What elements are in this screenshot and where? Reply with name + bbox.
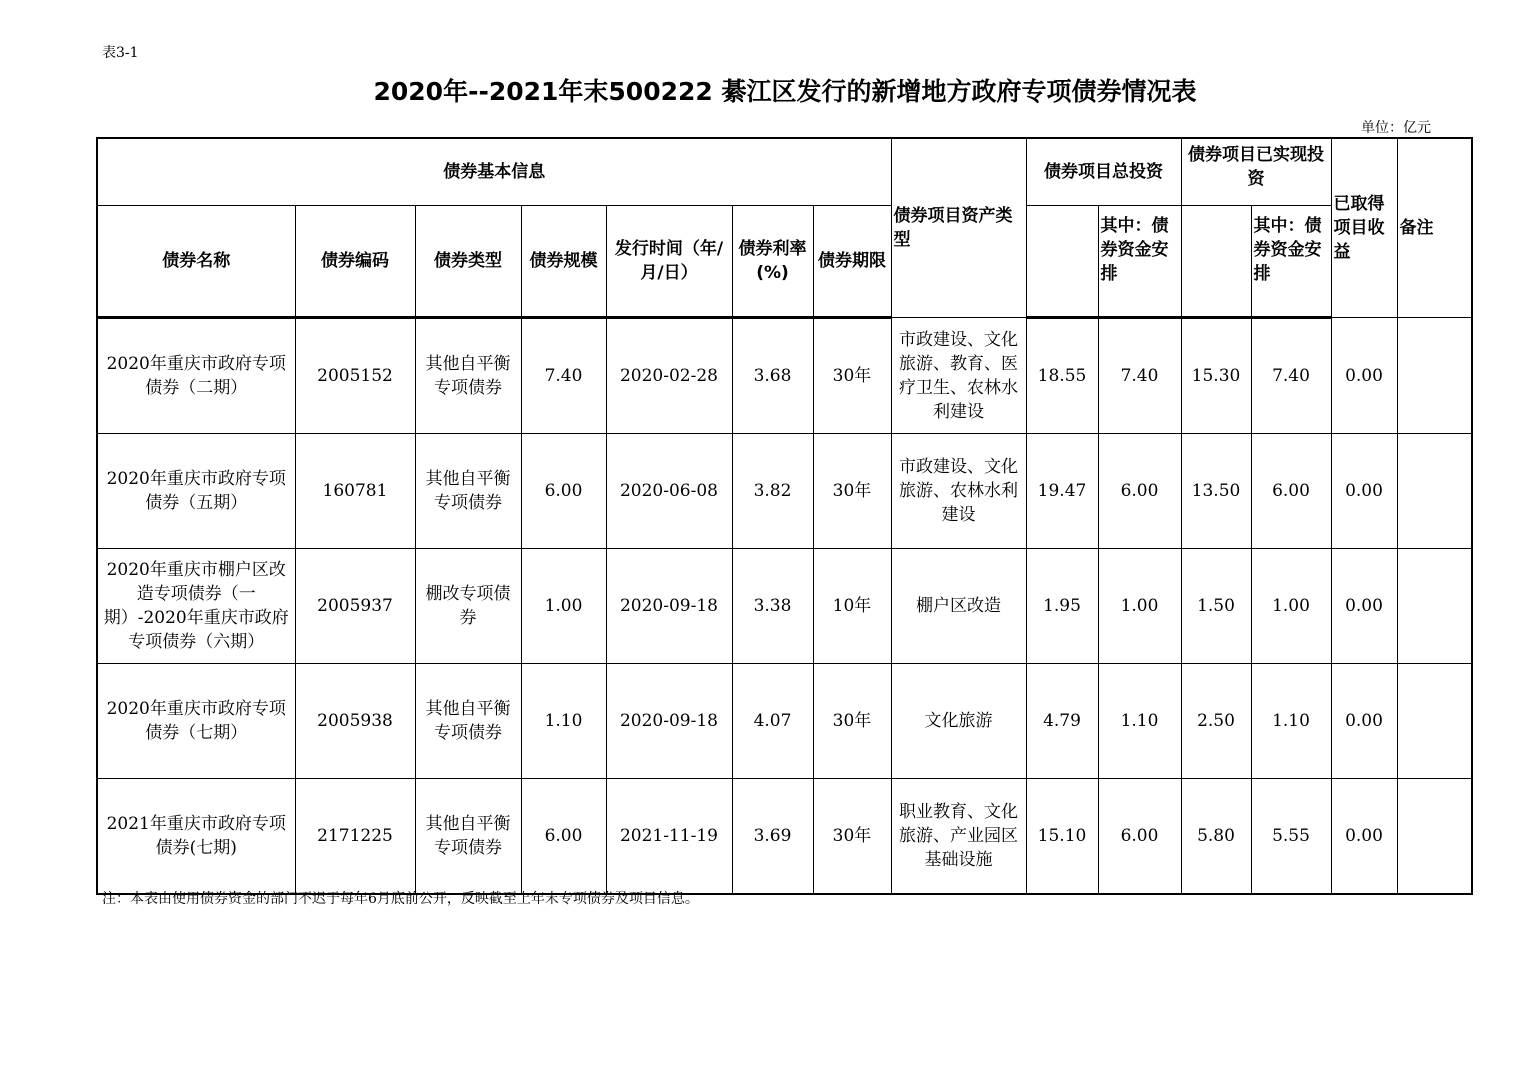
cell-total-bond: 6.00: [1098, 779, 1181, 895]
cell-total: 15.10: [1026, 779, 1098, 895]
header-code: 债券编码: [295, 206, 415, 318]
cell-realized: 13.50: [1181, 434, 1251, 549]
cell-code: 2171225: [295, 779, 415, 895]
header-scale: 债券规模: [521, 206, 606, 318]
header-name: 债券名称: [97, 206, 295, 318]
cell-scale: 7.40: [521, 318, 606, 434]
cell-type: 其他自平衡专项债券: [415, 664, 521, 779]
header-realized-investment: 债券项目已实现投资: [1181, 138, 1331, 206]
cell-rate: 3.68: [732, 318, 813, 434]
header-total-blank: [1026, 206, 1098, 318]
cell-scale: 6.00: [521, 434, 606, 549]
cell-date: 2021-11-19: [606, 779, 732, 895]
header-income: 已取得项目收益: [1331, 138, 1397, 318]
cell-total: 1.95: [1026, 549, 1098, 664]
header-rate: 债券利率(%): [732, 206, 813, 318]
cell-date: 2020-02-28: [606, 318, 732, 434]
cell-asset: 文化旅游: [891, 664, 1026, 779]
cell-total-bond: 7.40: [1098, 318, 1181, 434]
cell-realized: 5.80: [1181, 779, 1251, 895]
cell-rate: 4.07: [732, 664, 813, 779]
cell-name: 2020年重庆市政府专项债券（二期）: [97, 318, 295, 434]
cell-name: 2020年重庆市政府专项债券（七期）: [97, 664, 295, 779]
cell-remark: [1397, 318, 1472, 434]
cell-type: 其他自平衡专项债券: [415, 779, 521, 895]
cell-rate: 3.38: [732, 549, 813, 664]
cell-total: 18.55: [1026, 318, 1098, 434]
cell-code: 2005152: [295, 318, 415, 434]
cell-total-bond: 6.00: [1098, 434, 1181, 549]
cell-term: 30年: [813, 318, 891, 434]
cell-rate: 3.82: [732, 434, 813, 549]
header-term: 债券期限: [813, 206, 891, 318]
cell-income: 0.00: [1331, 779, 1397, 895]
cell-type: 其他自平衡专项债券: [415, 318, 521, 434]
header-type: 债券类型: [415, 206, 521, 318]
header-row-1: [97, 138, 1472, 206]
cell-term: 30年: [813, 664, 891, 779]
header-remarks: 备注: [1397, 138, 1472, 318]
cell-total: 19.47: [1026, 434, 1098, 549]
cell-realized-bond: 6.00: [1251, 434, 1331, 549]
cell-total: 4.79: [1026, 664, 1098, 779]
cell-code: 2005937: [295, 549, 415, 664]
cell-asset: 棚户区改造: [891, 549, 1026, 664]
cell-type: 其他自平衡专项债券: [415, 434, 521, 549]
cell-remark: [1397, 434, 1472, 549]
header-of-which-realized: 其中：债券资金安排: [1251, 206, 1331, 318]
cell-income: 0.00: [1331, 664, 1397, 779]
sheet-label: 表3-1: [102, 45, 139, 61]
table-row: [97, 664, 1472, 779]
header-realized-blank: [1181, 206, 1251, 318]
header-issue-date: 发行时间（年/月/日）: [606, 206, 732, 318]
cell-realized-bond: 1.10: [1251, 664, 1331, 779]
bond-table: [96, 137, 1473, 895]
cell-code: 160781: [295, 434, 415, 549]
cell-total-bond: 1.00: [1098, 549, 1181, 664]
cell-date: 2020-09-18: [606, 549, 732, 664]
cell-asset: 市政建设、文化旅游、农林水利建设: [891, 434, 1026, 549]
cell-remark: [1397, 549, 1472, 664]
cell-remark: [1397, 664, 1472, 779]
cell-rate: 3.69: [732, 779, 813, 895]
cell-realized-bond: 1.00: [1251, 549, 1331, 664]
cell-scale: 1.00: [521, 549, 606, 664]
table-row: [97, 318, 1472, 434]
table-row: [97, 549, 1472, 664]
cell-income: 0.00: [1331, 318, 1397, 434]
cell-asset: 职业教育、文化旅游、产业园区基础设施: [891, 779, 1026, 895]
header-basic-info: 债券基本信息: [97, 138, 891, 206]
cell-code: 2005938: [295, 664, 415, 779]
table-row: [97, 434, 1472, 549]
cell-name: 2020年重庆市政府专项债券（五期）: [97, 434, 295, 549]
cell-type: 棚改专项债券: [415, 549, 521, 664]
header-total-investment: 债券项目总投资: [1026, 138, 1181, 206]
cell-name: 2021年重庆市政府专项债券(七期): [97, 779, 295, 895]
cell-total-bond: 1.10: [1098, 664, 1181, 779]
cell-scale: 6.00: [521, 779, 606, 895]
page-title: 2020年--2021年末500222 綦江区发行的新增地方政府专项债券情况表: [373, 77, 1197, 106]
cell-date: 2020-06-08: [606, 434, 732, 549]
cell-income: 0.00: [1331, 434, 1397, 549]
unit-label: 单位：亿元: [1361, 120, 1431, 136]
header-of-which-total: 其中：债券资金安排: [1098, 206, 1181, 318]
table-row: [97, 779, 1472, 895]
header-row-2: [97, 206, 1472, 318]
header-asset-type: 债券项目资产类型: [891, 138, 1026, 318]
cell-income: 0.00: [1331, 549, 1397, 664]
cell-date: 2020-09-18: [606, 664, 732, 779]
cell-realized: 1.50: [1181, 549, 1251, 664]
cell-term: 30年: [813, 434, 891, 549]
cell-realized-bond: 7.40: [1251, 318, 1331, 434]
cell-realized: 2.50: [1181, 664, 1251, 779]
cell-realized: 15.30: [1181, 318, 1251, 434]
cell-realized-bond: 5.55: [1251, 779, 1331, 895]
footnote: 注：本表由使用债券资金的部门不迟于每年6月底前公开，反映截至上年末专项债券及项目信息。: [102, 891, 699, 907]
cell-asset: 市政建设、文化旅游、教育、医疗卫生、农林水利建设: [891, 318, 1026, 434]
cell-scale: 1.10: [521, 664, 606, 779]
cell-term: 30年: [813, 779, 891, 895]
cell-term: 10年: [813, 549, 891, 664]
cell-remark: [1397, 779, 1472, 895]
cell-name: 2020年重庆市棚户区改造专项债券（一期）-2020年重庆市政府专项债券（六期）: [97, 549, 295, 664]
